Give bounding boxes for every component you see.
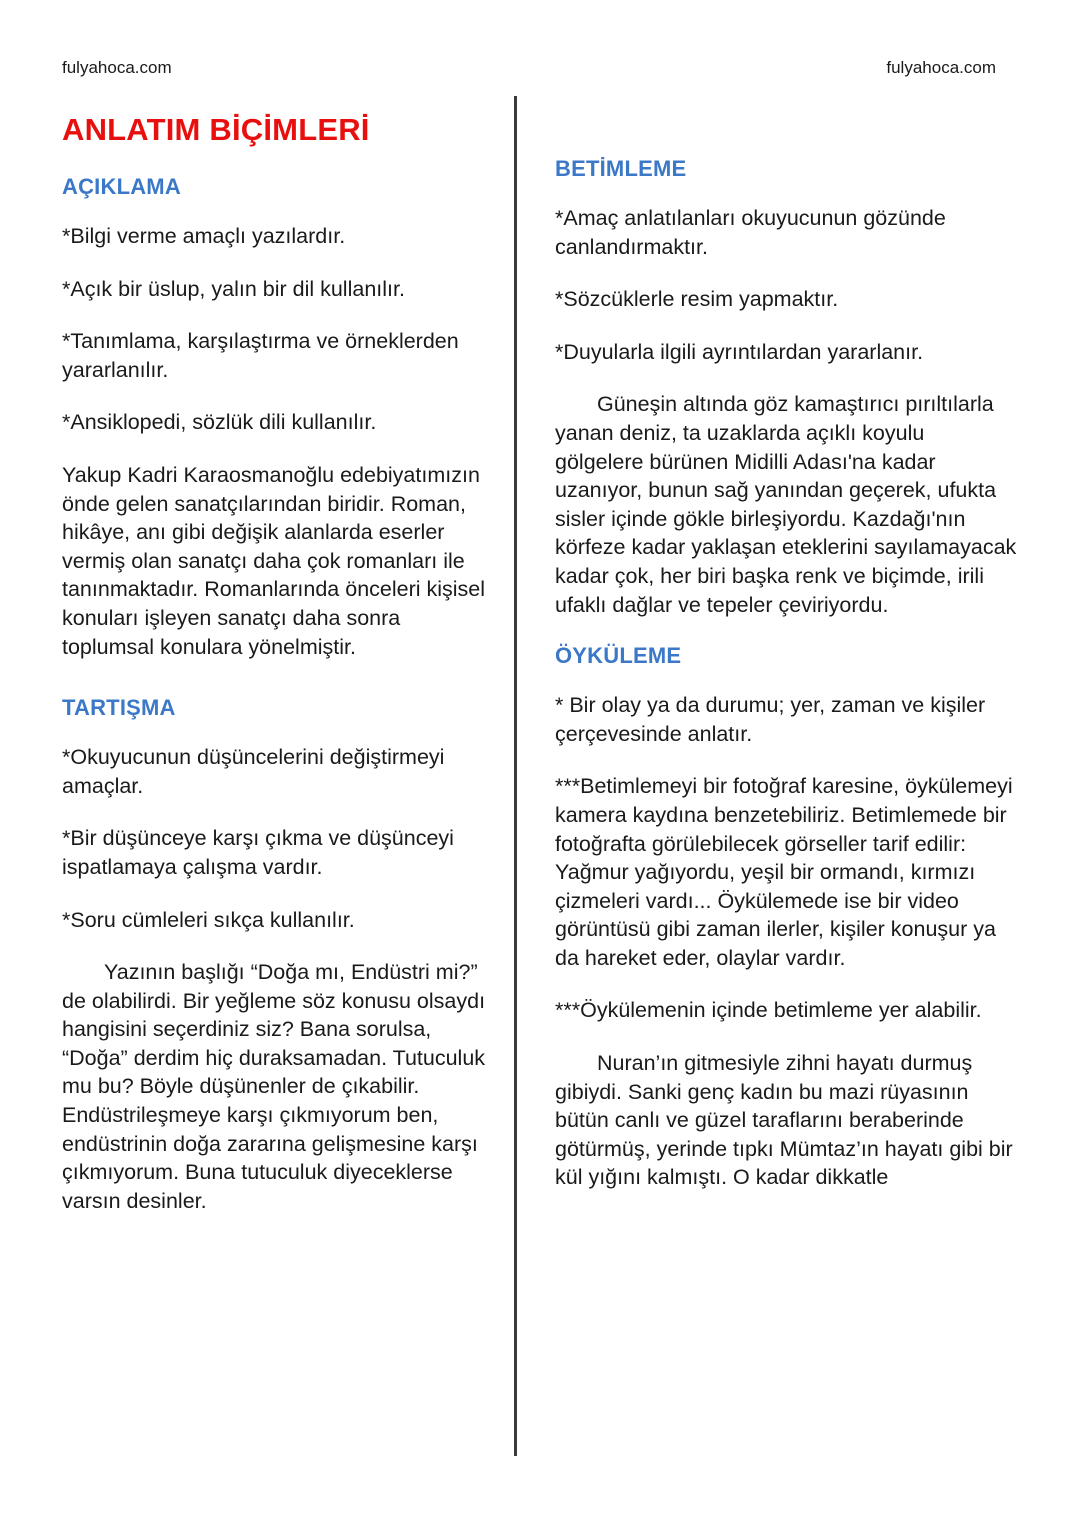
paragraph: *Soru cümleleri sıkça kullanılır. — [62, 907, 355, 932]
two-column-body — [62, 112, 1018, 1456]
section-heading-aciklama: AÇIKLAMA — [62, 174, 181, 199]
paragraph: *Okuyucunun düşüncelerini değiştirmeyi amaçlar. — [62, 745, 445, 798]
paragraph: *Bilgi verme amaçlı yazılardır. — [62, 224, 346, 248]
paragraph: * Bir olay ya da durumu; yer, zaman ve kişiler çerçevesinde anlatır. — [555, 693, 986, 746]
paragraph: *Tanımlama, karşılaştırma ve örneklerden yararlanılır. — [62, 329, 459, 382]
paragraph: Yakup Kadri Karaosmanoğlu edebiyatımızın önde gelen sanatçılarından biridir. Roman, hikâye, anı gibi değişik alanlarda eserler vermiş olan sanatçı daha çok romanları ile tanınmaktadır. Romanlarında önceleri kişisel konuları işleyen sanatçı daha sonra toplumsal konulara yönelmiştir. — [62, 462, 486, 659]
paragraph: ***Betimlemeyi bir fotoğraf karesine, öykülemeyi kamera kaydına benzetebiliriz. Betimlemede bir fotoğrafta görülebilecek görseller tarif edilir: Yağmur yağıyordu, yeşil bir ormandı, kırmızı çizmeleri vardı... Öykülemede ise bir video görüntüsü gibi zaman ilerler, kişiler konuşur ya da hareket eder, olaylar vardır. — [555, 774, 1013, 970]
right-column — [517, 112, 1017, 1216]
paragraph: Yazının başlığı “Doğa mı, Endüstri mi?” de olabilirdi. Bir yeğleme söz konusu olsaydı hangisini seçerdiniz siz? Bana sorulsa, “Doğa” derdim hiç duraksamadan. Tutuculuk mu bu? Böyle düşünenler de çıkabilir. Endüstrileşmeye karşı çıkmıyorum ben, endüstrinin doğa zararına gelişmesine karşı çıkmıyorum. Buna tutuculuk diyeceklerse varsın desinler. — [62, 960, 486, 1213]
paragraph: ***Öykülemenin içinde betimleme yer alabilir. — [555, 998, 982, 1023]
paragraph: Güneşin altında göz kamaştırıcı pırıltılarla yanan deniz, ta uzaklarda açıklı koyulu gölgelere bürünen Midilli Adası'na kadar uzanıyor, bunun sağ yanından geçerek, ufukta sisler içinde gökle birleşiyordu. Kazdağı'nın körfeze kadar yaklaşan eteklerini sayılamayacak kadar çok, her biri başka renk ve biçimde, irili ufaklı dağlar ve tepeler çeviriyordu. — [555, 392, 1017, 617]
header-left-watermark: fulyahoca.com — [62, 58, 172, 77]
section-heading-betimleme: BETİMLEME — [555, 156, 687, 181]
spacer — [555, 112, 1017, 156]
section-heading-oykuleme: ÖYKÜLEME — [555, 643, 682, 669]
paragraph: *Amaç anlatılanları okuyucunun gözünde canlandırmaktır. — [555, 206, 946, 259]
paragraph: *Duyularla ilgili ayrıntılardan yararlanır. — [555, 339, 924, 364]
header-right-watermark: fulyahoca.com — [886, 58, 996, 77]
page-header — [62, 58, 1018, 78]
paragraph: Nuran’ın gitmesiyle zihni hayatı durmuş gibiydi. Sanki genç kadın bu mazi rüyasının bütün canlı ve güzel taraflarını beraberinde götürmüş, yerinde tıpkı Mümtaz’ın hayatı gibi bir kül yığını kalmıştı. O kadar dikkatle — [555, 1051, 1013, 1190]
paragraph: *Sözcüklerle resim yapmaktır. — [555, 287, 839, 312]
section-heading-tartisma: TARTIŞMA — [62, 695, 176, 721]
paragraph: *Ansiklopedi, sözlük dili kullanılır. — [62, 410, 377, 435]
page-title: ANLATIM BİÇİMLERİ — [62, 112, 370, 147]
left-column — [62, 112, 514, 1239]
paragraph: *Bir düşünceye karşı çıkma ve düşünceyi ispatlamaya çalışma vardır. — [62, 826, 454, 879]
paragraph: *Açık bir üslup, yalın bir dil kullanılır. — [62, 276, 405, 301]
